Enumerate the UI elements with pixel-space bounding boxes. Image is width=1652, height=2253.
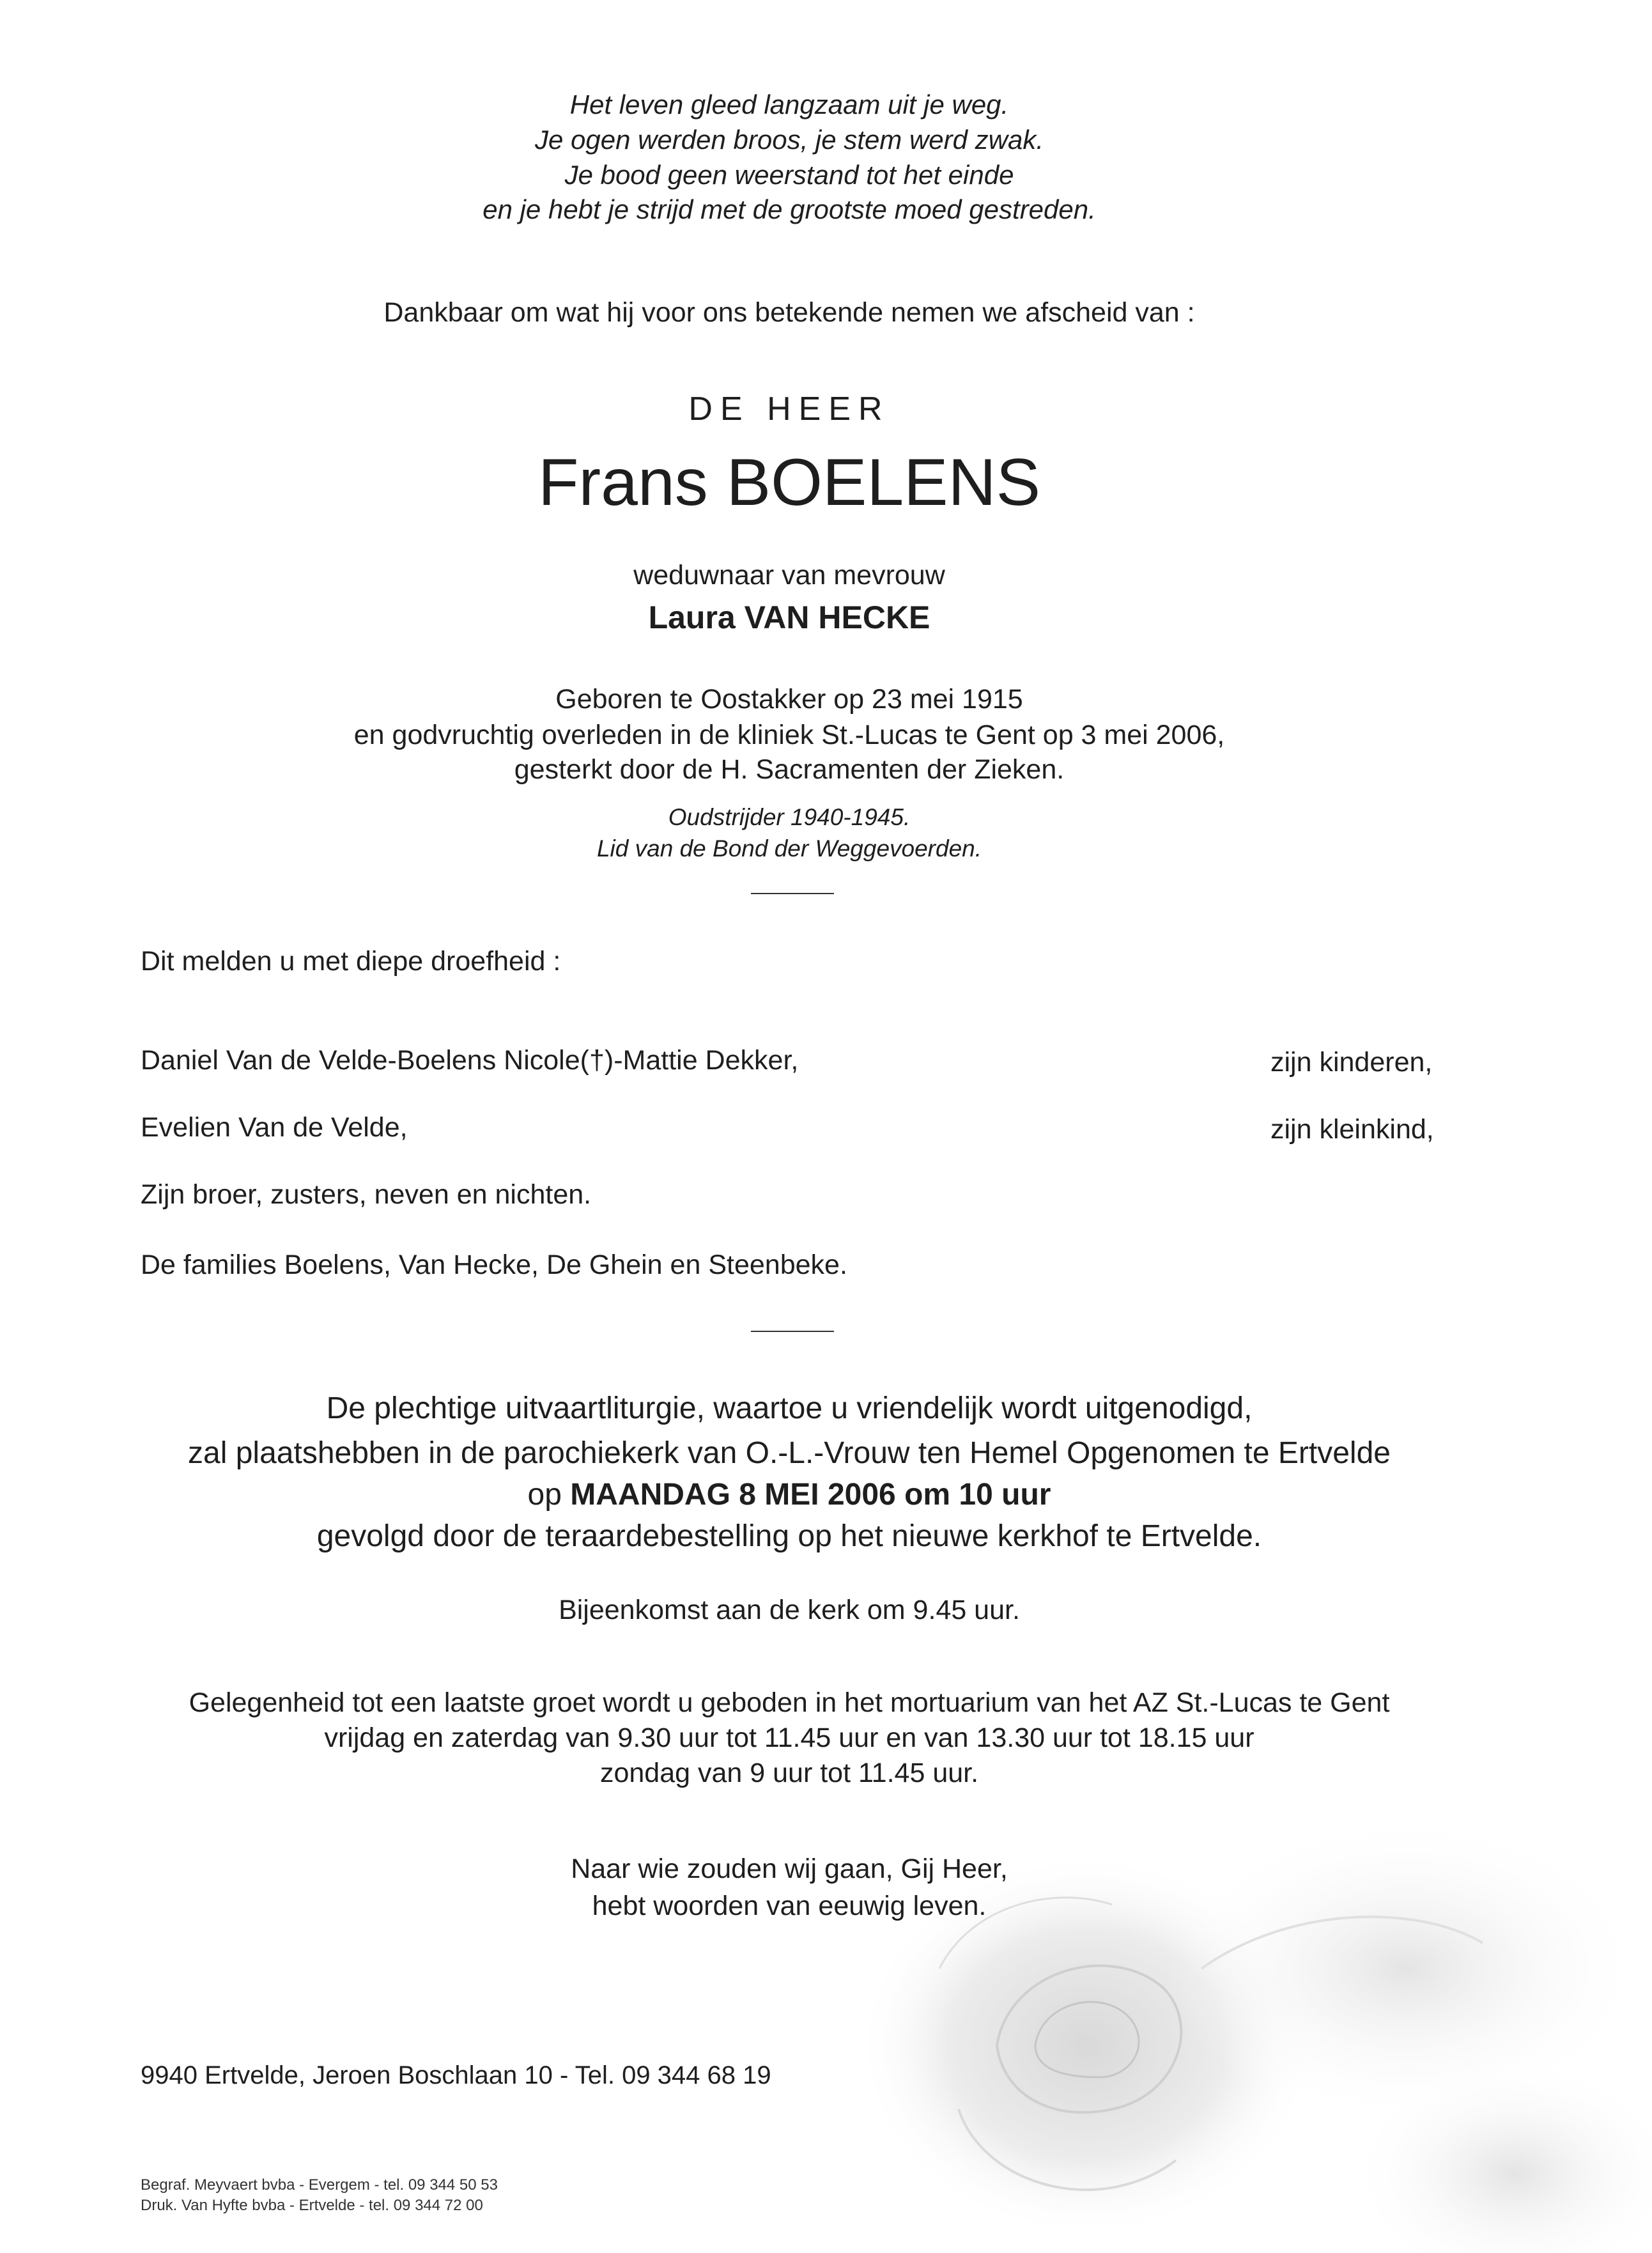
life-line-1: Geboren te Oostakker op 23 mei 1915 — [555, 684, 1023, 715]
visitation-line-1: Gelegenheid tot een laatste groet wordt u geboden in het mortuarium van het AZ St.-Lucas te Gent — [189, 1687, 1390, 1718]
divider — [751, 1331, 834, 1332]
family-names-4: De families Boelens, Van Hecke, De Ghein en Steenbeke. — [141, 1250, 847, 1280]
poem-line-4: en je hebt je strijd met de grootste moed gestreden. — [482, 194, 1096, 224]
deceased-name: Frans BOELENS — [537, 445, 1041, 520]
white-rose-image — [844, 1777, 1652, 2253]
funeral-line-3 — [0, 1477, 1579, 1512]
family-names-2: Evelien Van de Velde, — [141, 1112, 408, 1143]
poem-line-2: Je ogen werden broos, je stem werd zwak. — [534, 125, 1044, 155]
gathering-text: Bijeenkomst aan de kerk om 9.45 uur. — [559, 1595, 1020, 1625]
closing-line-1: Naar wie zouden wij gaan, Gij Heer, — [571, 1854, 1008, 1884]
visitation-line-2: vrijdag en zaterdag van 9.30 uur tot 11.45 uur en van 13.30 uur tot 18.15 uur — [324, 1723, 1254, 1753]
family-names-1: Daniel Van de Velde-Boelens Nicole(†)-Mattie Dekker, — [141, 1045, 799, 1076]
funeral-line-4: gevolgd door de teraardebestelling op het nieuwe kerkhof te Ertvelde. — [316, 1519, 1262, 1553]
spouse-intro: weduwnaar van mevrouw — [633, 560, 945, 591]
poem-line-3: Je bood geen weerstand tot het einde — [564, 160, 1014, 190]
funeral-line-2: zal plaatshebben in de parochiekerk van O.-L.-Vrouw ten Hemel Opgenomen te Ertvelde — [188, 1436, 1391, 1470]
address-text: 9940 Ertvelde, Jeroen Boschlaan 10 - Tel. 09 344 68 19 — [141, 2061, 771, 2089]
family-relation-2: zijn kleinkind, — [1270, 1114, 1434, 1145]
honorific: DE HEER — [688, 391, 890, 428]
intro-text: Dankbaar om wat hij voor ons betekende nemen we afscheid van : — [383, 297, 1195, 328]
life-line-3: gesterkt door de H. Sacramenten der Zieken. — [514, 754, 1065, 785]
spouse-name: Laura VAN HECKE — [648, 600, 930, 635]
poem-line-1: Het leven gleed langzaam uit je weg. — [569, 89, 1009, 120]
announce-text: Dit melden u met diepe droefheid : — [141, 946, 561, 977]
credit-line-1: Begraf. Meyvaert bvba - Evergem - tel. 09 344 50 53 — [141, 2176, 498, 2194]
note-line-1: Oudstrijder 1940-1945. — [668, 804, 911, 830]
funeral-date: MAANDAG 8 MEI 2006 om 10 uur — [570, 1478, 1051, 1512]
divider — [751, 893, 834, 894]
life-line-2: en godvruchtig overleden in de kliniek St.-Lucas te Gent op 3 mei 2006, — [353, 720, 1225, 750]
credit-line-2: Druk. Van Hyfte bvba - Ertvelde - tel. 09 344 72 00 — [141, 2197, 483, 2214]
family-relation-1: zijn kinderen, — [1270, 1047, 1433, 1078]
visitation-line-3: zondag van 9 uur tot 11.45 uur. — [599, 1758, 979, 1788]
funeral-date-prefix: op — [527, 1478, 562, 1512]
funeral-line-1: De plechtige uitvaartliturgie, waartoe u vriendelijk wordt uitgenodigd, — [326, 1391, 1253, 1425]
note-line-2: Lid van de Bond der Weggevoerden. — [596, 835, 982, 862]
family-names-3: Zijn broer, zusters, neven en nichten. — [141, 1179, 592, 1210]
closing-line-2: hebt woorden van eeuwig leven. — [592, 1891, 987, 1921]
